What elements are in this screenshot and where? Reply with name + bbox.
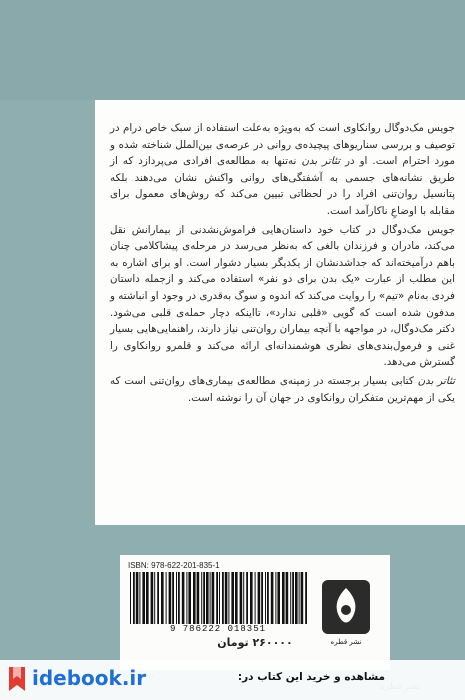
barcode-bar <box>250 572 253 624</box>
barcode-bar <box>201 572 202 624</box>
barcode-bar <box>193 572 196 624</box>
barcode-bar <box>275 572 276 624</box>
blurb-text: جویس مک‌دوگال در کتاب خود داستان‌هایی فراموش‌نشدنی از بیمارانش نقل می‌کند، مادران و فرزندان بالغی که به‌نظر می‌رسد در مرحله‌ی پیشاکلامی چنان باهم درآمیخته‌اند که جداشدنشان از یکدیگر بسیار دشوار است. او برای اشاره به این مطلب از عبارت «یک بدن برای دو نفر» استفاده می‌کند و ازجمله داستان فردی به‌نام «تیم» را روایت می‌کند که اندوه و سوگ به‌قدری در وجود او انباشته و مدفون شده است که گویی «قلبی ندارد»، تااینکه دچار حمله‌ی قلبی می‌شود. دکتر مک‌دوگال، در مواجهه با آنچه بیماران روان‌تنی نیاز دارند، راهنمایی‌هایی بسیار غنی و فرمول‌بندی‌های نظری هوشمندانه‌ای ارائه می‌کند و قلمرو روانکاوی را گسترش می‌دهد. <box>110 223 455 369</box>
barcode-bar <box>292 572 294 624</box>
barcode-bar <box>133 572 135 624</box>
book-title-inline: تئاتر بدن <box>301 155 340 168</box>
barcode-bar <box>178 572 180 624</box>
barcode-bar <box>130 572 131 624</box>
bookmark-icon <box>6 665 28 693</box>
barcode-bar <box>172 572 174 624</box>
blurb-paragraph-3 <box>110 373 455 406</box>
barcode-bar <box>235 572 238 624</box>
barcode-bar <box>305 572 307 624</box>
barcode-bar <box>169 572 172 624</box>
blurb-paragraph-2 <box>110 222 455 371</box>
barcode-bar <box>212 572 215 624</box>
book-blurb <box>110 120 455 408</box>
barcode-bar <box>176 572 177 624</box>
barcode-bar <box>255 572 256 624</box>
watermark-site[interactable]: idebook.ir <box>32 666 147 690</box>
barcode-bar <box>246 572 248 624</box>
barcode-bar <box>282 572 285 624</box>
blurb-text: نه‌تنها به مطالعه‌ی افرادی می‌پردازد که از طریق نشانه‌های جسمی به آشفتگی‌های روانی واکنش نشان می‌دهند بلکه پتانسیل روان‌تنی افراد را در لحظاتی تبیین می‌کند که روش‌های معمول برای مقابله با اوضاعِ ناکارآمد است. <box>110 155 455 217</box>
barcode-bar <box>151 572 154 624</box>
blurb-text: جویس مک‌دوگال روانکاوی است که به‌ویژه به‌علت استفاده از سبک خاص درام در توصیف و بررسی سناریوهای پیچیده‌ی روانی در عرصه‌ی بین‌الملل شناخته شده و مورد احترام است. او در <box>110 122 455 168</box>
barcode-bar <box>157 572 159 624</box>
barcode-bar <box>161 572 164 624</box>
barcode-bar <box>286 572 289 624</box>
barcode-bar <box>146 572 149 624</box>
barcode-bar <box>240 572 243 624</box>
barcode-bar <box>182 572 185 624</box>
watermark-cta: مشاهده و خرید این کتاب در: <box>237 671 385 683</box>
price-label: ۲۶۰۰۰۰ تومان <box>217 636 293 649</box>
barcode-bar <box>258 572 261 624</box>
barcode-number: 9 786222 018351 <box>169 624 266 634</box>
barcode-bar <box>216 572 218 624</box>
barcode-bar <box>271 572 274 624</box>
barcode-bar <box>203 572 205 624</box>
barcode-bar <box>295 572 298 624</box>
isbn-label: ISBN: 978-622-201-835-1 <box>128 561 220 570</box>
barcode-bar <box>243 572 244 624</box>
barcode-bar <box>142 572 145 624</box>
barcode-bar <box>265 572 266 624</box>
barcode-bar <box>136 572 139 624</box>
blurb-text: کتابی بسیار برجسته در زمینه‌ی مطالعه‌ی بیماری‌های روان‌تنی است که یکی از مهم‌ترین متفکران روانکاوی در جهان آن را نوشته است. <box>110 374 455 404</box>
barcode-bar <box>188 572 191 624</box>
barcode-bar <box>225 572 228 624</box>
blurb-paragraph-1 <box>110 120 455 220</box>
barcode-bar <box>222 572 224 624</box>
barcode-bar <box>299 572 300 624</box>
barcode-bar <box>154 572 155 624</box>
barcode-bar <box>231 572 234 624</box>
barcode-bar <box>166 572 167 624</box>
publisher-logo-text: نشر قطره <box>330 638 362 646</box>
barcode-bar <box>206 572 209 624</box>
barcode-bar <box>290 572 291 624</box>
barcode-bar <box>186 572 187 624</box>
barcode-image <box>128 572 308 624</box>
book-title-inline: تئاتر بدن <box>417 374 455 387</box>
barcode-bar <box>210 572 211 624</box>
barcode-bar <box>139 572 140 624</box>
barcode-bar <box>301 572 304 624</box>
barcode-bar <box>277 572 280 624</box>
cover-top-band <box>0 0 465 100</box>
barcode-bar <box>228 572 229 624</box>
barcode-bar <box>219 572 220 624</box>
publisher-logo-icon <box>318 576 374 638</box>
barcode-bar <box>197 572 200 624</box>
barcode-bar <box>267 572 269 624</box>
barcode-bar <box>261 572 263 624</box>
